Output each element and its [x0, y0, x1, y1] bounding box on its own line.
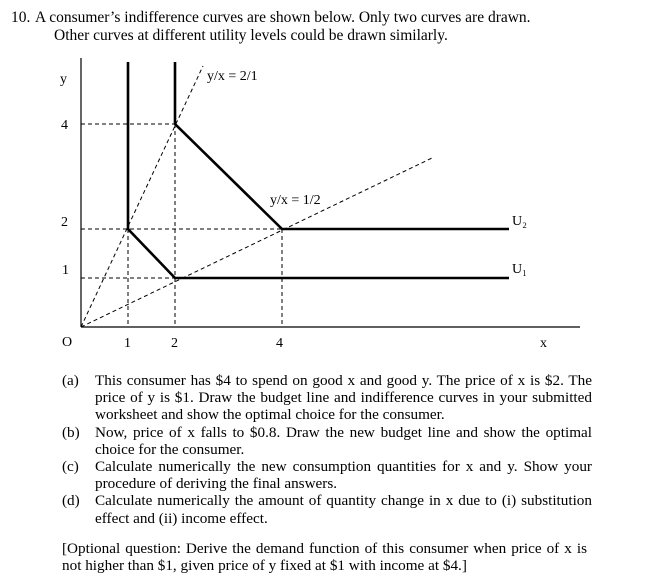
part-c [62, 458, 592, 492]
question-number: 10. [11, 9, 31, 26]
ray-label-upper: y/x = 2/1 [207, 69, 258, 84]
ray-slope-2 [81, 66, 203, 327]
part-a [62, 372, 592, 424]
question-parts [62, 372, 592, 527]
question-intro-line-1: A consumer’s indifference curves are shown below. Only two curves are drawn. [35, 9, 531, 26]
part-label: (d) [62, 492, 80, 510]
x-tick-2: 2 [171, 336, 178, 351]
part-text: Calculate numerically the new consumption quantities for x and y. Show your procedure of deriving the final answers. [95, 458, 592, 493]
curve-label-u2: U₂ [512, 214, 527, 229]
part-label: (a) [62, 372, 79, 389]
part-label: (c) [62, 458, 79, 476]
part-label: (b) [62, 423, 80, 441]
indifference-curve-u2 [175, 62, 509, 229]
y-tick-1: 1 [62, 263, 69, 278]
optional-question: [Optional question: Derive the demand function of this consumer when price of x is not higher than $1, given price of y fixed at $1 with income at $4.] [62, 540, 587, 575]
part-text: Now, price of x falls to $0.8. Draw the new budget line and show the optimal choice for the consumer. [95, 423, 592, 458]
y-axis-label: y [60, 72, 67, 87]
origin-label: O [62, 335, 73, 350]
indifference-curve-u1 [128, 62, 509, 278]
part-text: This consumer has $4 to spend on good x and good y. The price of x is $2. The price of y is $1. Draw the budget line and indifference curves in your submitted worksheet and show the optimal choice for the consumer. [95, 372, 592, 424]
curve-label-u1: U₁ [512, 262, 527, 277]
ray-slope-half [81, 158, 432, 327]
x-tick-1: 1 [124, 336, 131, 351]
part-b [62, 424, 592, 458]
x-axis-label: x [540, 336, 547, 351]
ray-label-lower: y/x = 1/2 [270, 193, 321, 208]
question-intro-line-2: Other curves at different utility levels could be drawn similarly. [54, 27, 448, 44]
x-tick-4: 4 [276, 336, 283, 351]
y-tick-2: 2 [61, 215, 68, 230]
part-text: Calculate numerically the amount of quantity change in x due to (i) substitution effect and (ii) income effect. [95, 492, 592, 527]
part-d [62, 492, 592, 526]
y-tick-4: 4 [61, 118, 68, 133]
